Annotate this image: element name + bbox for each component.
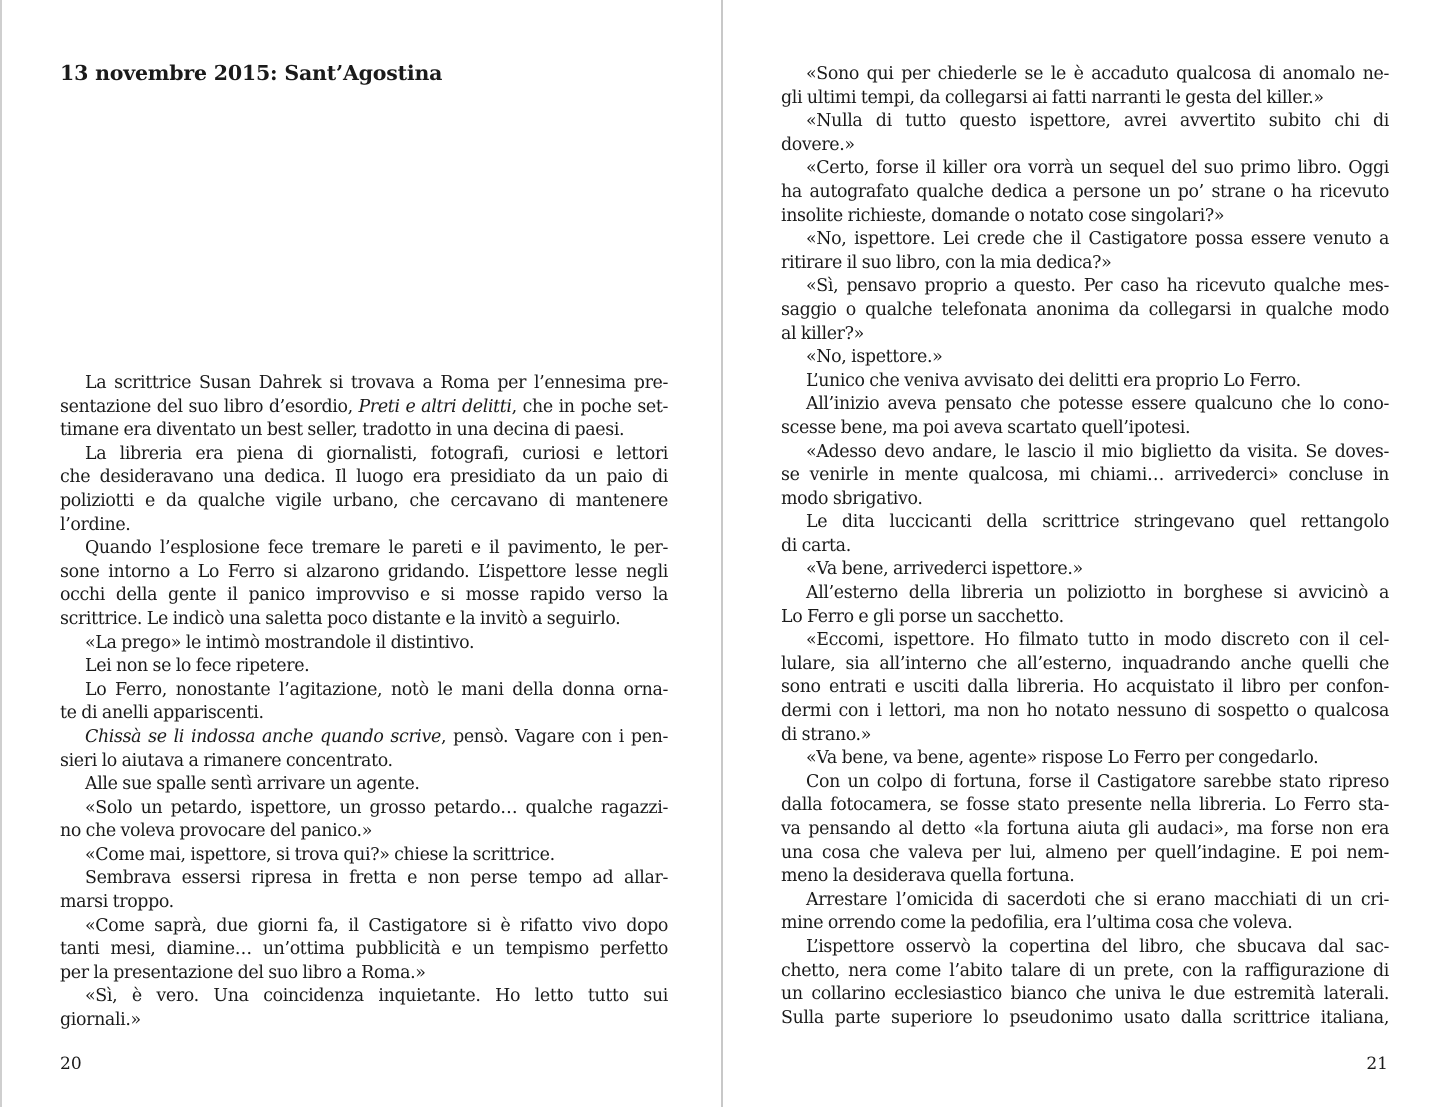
text-line: di strano.» [781,724,871,745]
text-line: «Certo, forse il killer ora vorrà un sequel del suo primo libro. Oggi [806,158,1389,179]
text-line: «Sono qui per chiederle se le è accaduto qualcosa di anomalo ne- [806,64,1389,84]
text-line: di carta. [781,535,851,556]
text-line: tanti mesi, diamine… un’ottima pubblicità e un tempismo perfetto [60,939,668,960]
text-line: timane era diventato un best seller, tradotto in una decina di paesi. [60,420,625,441]
text-line: poliziotti e da qualche vigile urbano, che cercavano di mantenere [60,490,668,511]
text-line: no che voleva provocare del panico.» [60,821,373,842]
text-line: l’ordine. [60,514,131,535]
text-line: «Sì, pensavo proprio a questo. Per caso ha ricevuto qualche mes- [806,276,1389,297]
text-line: dermi con i lettori, ma non ho notato nessuno di sospetto o qualcosa [781,701,1389,722]
text-line: occhi della gente il panico improvviso e si mosse rapido verso la [60,585,668,606]
text-line: scesse bene, ma poi aveva scartato quell’ipotesi. [781,417,1191,438]
text-line: Chissà se li indossa anche quando scrive, pensò. Vagare con i pen- [85,726,669,747]
text-line: La libreria era piena di giornalisti, fotografi, curiosi e lettori [85,443,668,464]
text-line: sentazione del suo libro d’esordio, Preti e altri delitti, che in poche set- [60,396,669,417]
text-line: sone intorno a Lo Ferro si alzarono gridando. L’ispettore lesse negli [60,561,668,582]
left-page-text [60,372,668,1033]
text-line: Sembrava essersi ripresa in fretta e non perse tempo ad allar- [85,868,668,889]
text-line: al killer?» [781,323,864,344]
page-number-right: 21 [1366,1054,1388,1074]
text-line: sono entrati e usciti dalla libreria. Ho acquistato il libro per confon- [781,677,1389,698]
text-line: «Sì, è vero. Una coincidenza inquietante. Ho letto tutto sui [85,986,668,1007]
page-number-left: 20 [60,1054,82,1074]
text-line: marsi troppo. [60,892,174,913]
text-line: «Va bene, arrivederci ispettore.» [806,559,1083,580]
text-line: te di anelli appariscenti. [60,703,264,724]
text-line: Arrestare l’omicida di sacerdoti che si erano macchiati di un cri- [806,889,1389,910]
right-page [723,0,1445,1107]
text-line: Lo Ferro, nonostante l’agitazione, notò le mani della donna orna- [85,679,668,700]
text-line: Lo Ferro e gli porse un sacchetto. [781,606,1064,627]
text-line: All’inizio aveva pensato che potesse essere qualcuno che lo cono- [806,394,1389,415]
text-line: «Adesso devo andare, le lascio il mio biglietto da visita. Se doves- [806,441,1389,462]
text-line: La scrittrice Susan Dahrek si trovava a Roma per l’ennesima pre- [85,373,668,393]
text-line: «No, ispettore. Lei crede che il Castigatore possa essere venuto a [806,229,1389,250]
text-line: chetto, nera come l’abito talare di un prete, con la raffigurazione di [781,960,1389,981]
text-line: «Solo un petardo, ispettore, un grosso petardo… qualche ragazzi- [85,797,668,818]
text-line: lulare, sia all’interno che all’esterno, inquadrando anche quelli che [781,653,1389,674]
text-line: Con un colpo di fortuna, forse il Castigatore sarebbe stato ripreso [806,771,1389,792]
text-line: «Nulla di tutto questo ispettore, avrei avvertito subito chi di [806,111,1389,132]
text-line: gli ultimi tempi, da collegarsi ai fatti narranti le gesta del killer.» [781,87,1324,108]
text-line: «La prego» le intimò mostrandole il distintivo. [85,632,475,653]
text-line: insolite richieste, domande o notato cose singolari?» [781,205,1225,226]
text-line: «Va bene, va bene, agente» rispose Lo Ferro per congedarlo. [806,748,1319,769]
text-line: Lei non se lo fece ripetere. [85,656,310,677]
text-line: Le dita luccicanti della scrittrice stringevano quel rettangolo [806,512,1389,533]
text-line: «Eccomi, ispettore. Ho filmato tutto in modo discreto con il cel- [806,630,1389,651]
text-line: un collarino ecclesiastico bianco che univa le due estremità laterali. [781,984,1389,1005]
text-line: Quando l’esplosione fece tremare le pareti e il pavimento, le per- [85,538,668,559]
text-line: ritirare il suo libro, con la mia dedica?» [781,252,1112,273]
text-line: che desideravano una dedica. Il luogo era presidiato da un paio di [60,467,668,488]
chapter-title: 13 novembre 2015: Sant’Agostina [60,61,443,85]
text-line: mine orrendo come la pedofilia, era l’ultima cosa che voleva. [781,913,1293,934]
text-line: giornali.» [60,1010,141,1031]
left-page [0,0,722,1107]
text-line: scrittrice. Le indicò una saletta poco distante e la invitò a seguirlo. [60,608,621,629]
italic-title: Preti e altri delitti [358,396,512,417]
text-line: sieri lo aiutava a rimanere concentrato. [60,750,393,771]
text-line: L’ispettore osservò la copertina del libro, che sbucava dal sac- [806,936,1389,957]
text-line: modo sbrigativo. [781,488,923,509]
text-line: Sulla parte superiore lo pseudonimo usato dalla scrittrice italiana, [781,1007,1389,1028]
text-line: se venirle in mente qualcosa, mi chiami… arrivederci» concluse in [781,465,1389,486]
text-line: All’esterno della libreria un poliziotto in borghese si avvicinò a [806,583,1389,604]
text-line: «Come saprà, due giorni fa, il Castigatore si è rifatto vivo dopo [85,915,668,936]
text-line: «No, ispettore.» [806,347,943,368]
text-line: Alle sue spalle sentì arrivare un agente. [85,774,420,795]
text-line: ha autografato qualche dedica a persone un po’ strane o ha ricevuto [781,181,1389,202]
right-page-text [781,63,1389,1030]
text-line: «Come mai, ispettore, si trova qui?» chiese la scrittrice. [85,844,555,865]
text-line: dovere.» [781,134,855,155]
text-line: L’unico che veniva avvisato dei delitti era proprio Lo Ferro. [806,370,1301,391]
text-line: va pensando al detto «la fortuna aiuta gli audaci», ma forse non era [781,819,1389,839]
italic-title: Chissà se li indossa anche quando scrive [85,726,441,747]
text-line: per la presentazione del suo libro a Roma.» [60,962,426,983]
text-line: una cosa che valeva per lui, almeno per quell’indagine. E poi nem- [781,842,1389,863]
text-line: dalla fotocamera, se fosse stato presente nella libreria. Lo Ferro sta- [781,795,1389,816]
text-line: saggio o qualche telefonata anonima da collegarsi in qualche modo [781,299,1389,320]
text-line: meno la desiderava quella fortuna. [781,866,1075,887]
